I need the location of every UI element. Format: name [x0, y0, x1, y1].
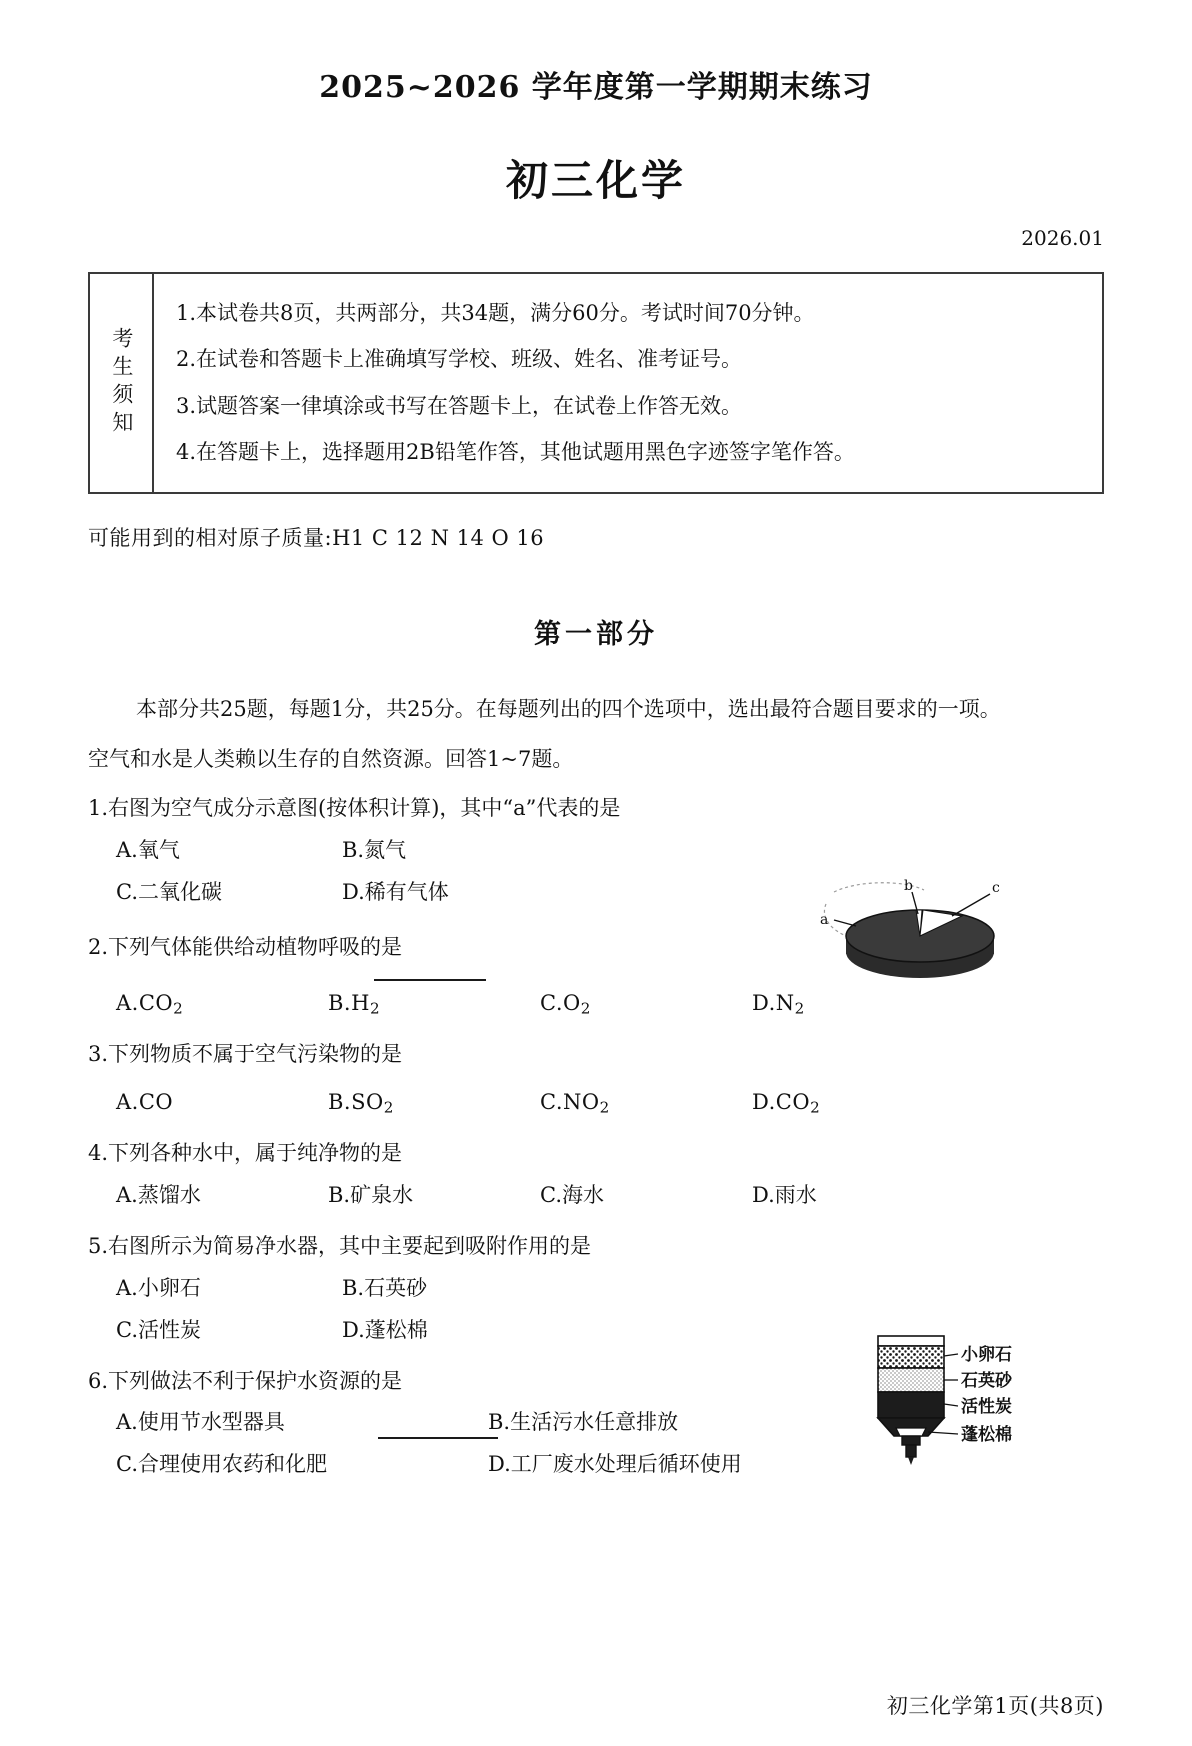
question-3-option-a[interactable]: A.CO	[116, 1089, 174, 1114]
question-6-option-a[interactable]: A.使用节水型器具	[116, 1410, 285, 1435]
question-4	[88, 1133, 1192, 1216]
question-1-option-b[interactable]: B.氮气	[342, 837, 407, 862]
notice-item: 2.在试卷和答题卡上准确填写学校、班级、姓名、准考证号。	[176, 347, 743, 372]
question-5-option-d[interactable]: D.蓬松棉	[342, 1317, 428, 1342]
question-2-option-b[interactable]: $B.H_2$	[328, 990, 381, 1018]
notice-item: 1.本试卷共8页，共两部分，共34题，满分60分。考试时间70分钟。	[176, 300, 815, 325]
question-1-stem: 1.右图为空气成分示意图(按体积计算)，其中“a”代表的是	[88, 795, 621, 820]
question-3-option-c[interactable]: $C.NO_2$	[540, 1089, 610, 1116]
notice-item-list	[154, 274, 1102, 492]
water-filter-svg	[862, 1332, 1062, 1472]
question-3-option-b[interactable]: $B.SO_2$	[328, 1089, 394, 1116]
question-4-stem: 4.下列各种水中，属于纯净物的是	[88, 1140, 403, 1165]
question-5-option-a[interactable]: A.小卵石	[116, 1275, 201, 1300]
question-4-option-c[interactable]: C.海水	[540, 1182, 604, 1207]
question-5-option-c[interactable]: C.活性炭	[116, 1317, 201, 1342]
question-4-option-a[interactable]: A.蒸馏水	[116, 1182, 201, 1207]
exam-title: 2025~2026 学年度第一学期期末练习	[319, 70, 873, 105]
question-2-option-a[interactable]: $A.CO_2$	[116, 990, 184, 1018]
air-pie-label-c: c	[992, 880, 1000, 896]
question-4-options	[116, 1174, 1192, 1216]
stray-underline-artifact	[378, 1437, 498, 1439]
filter-layer-label-gravel: 小卵石	[961, 1345, 1012, 1365]
question-2-stem: 2.下列气体能供给动植物呼吸的是	[88, 934, 403, 959]
notice-label-text: 考生须知	[109, 327, 134, 439]
air-pie-svg	[812, 874, 1032, 994]
question-4-option-b[interactable]: B.矿泉水	[328, 1182, 414, 1207]
notice-label	[90, 274, 154, 492]
candidate-notice-box	[88, 272, 1104, 494]
question-6-option-c[interactable]: C.合理使用农药和化肥	[116, 1452, 327, 1477]
question-5-stem: 5.右图所示为简易净水器，其中主要起到吸附作用的是	[88, 1233, 592, 1258]
page-footer: 初三化学第1页(共8页)	[886, 1694, 1104, 1718]
question-1-option-c[interactable]: C.二氧化碳	[116, 879, 222, 904]
simple-water-purifier-diagram	[862, 1332, 1062, 1472]
question-3-stem: 3.下列物质不属于空气污染物的是	[88, 1041, 403, 1066]
question-1-option-a[interactable]: A.氧气	[116, 837, 180, 862]
question-3-options	[116, 1081, 1192, 1123]
air-pie-label-b: b	[904, 878, 913, 894]
exam-paper-page	[0, 62, 1192, 1746]
notice-item: 4.在答题卡上，选择题用2B铅笔作答，其他试题用黑色字迹签字笔作答。	[176, 440, 855, 465]
question-3	[88, 1034, 1192, 1123]
question-group-lead: 空气和水是人类赖以生存的自然资源。回答1~7题。	[88, 746, 574, 771]
filter-layer-label-fluffy-cotton: 蓬松棉	[961, 1425, 1012, 1445]
air-pie-label-a: a	[820, 912, 829, 928]
question-6-stem: 6.下列做法不利于保护水资源的是	[88, 1368, 403, 1393]
question-1-options-row-1	[116, 829, 1192, 871]
part-one-instructions: 本部分共25题，每题1分，共25分。在每题列出的四个选项中，选出最符合题目要求的一项。	[136, 697, 1001, 721]
question-5-option-b[interactable]: B.石英砂	[342, 1275, 428, 1300]
air-composition-pie-diagram	[812, 874, 1032, 994]
notice-item: 3.试题答案一律填涂或书写在答题卡上，在试卷上作答无效。	[176, 393, 743, 418]
relative-atomic-mass-note: 可能用到的相对原子质量:H1 C 12 N 14 O 16	[88, 526, 545, 550]
question-3-option-d[interactable]: $D.CO_2$	[752, 1089, 821, 1116]
part-one-heading: 第一部分	[534, 619, 658, 650]
question-6-option-d[interactable]: D.工厂废水处理后循环使用	[488, 1452, 742, 1477]
filter-layer-label-activated-carbon: 活性炭	[961, 1397, 1012, 1417]
subject-title: 初三化学	[505, 156, 686, 205]
stray-underline-artifact	[374, 979, 486, 981]
question-6-option-b[interactable]: B.生活污水任意排放	[488, 1410, 679, 1435]
question-1-option-d[interactable]: D.稀有气体	[342, 879, 449, 904]
question-2-option-d[interactable]: $D.N_2$	[752, 990, 805, 1018]
filter-layer-label-quartz-sand: 石英砂	[961, 1371, 1012, 1391]
question-5-options-row-1	[116, 1267, 1192, 1309]
exam-date: 2026.01	[1021, 226, 1104, 250]
question-2-option-c[interactable]: $C.O_2$	[540, 990, 591, 1018]
question-4-option-d[interactable]: D.雨水	[752, 1182, 817, 1207]
